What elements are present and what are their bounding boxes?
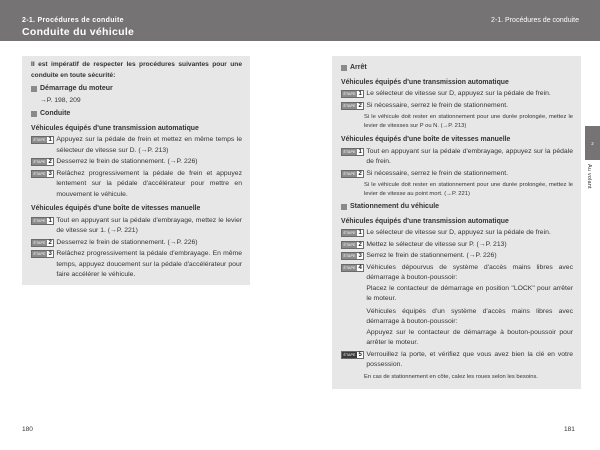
page-reference: →P. 198, 209 (40, 96, 81, 104)
step-item: ÉTAPE 2 Mettez le sélecteur de vitesse sur P. (→P. 213) (341, 240, 573, 251)
step-badge: ÉTAPE 2 (341, 241, 364, 249)
subheading-automatic: Véhicules équipés d'une transmission automatique (341, 78, 509, 86)
step-text: Véhicules dépourvus de système d'accès mains libres avec démarrage à bouton-poussoir: (366, 263, 573, 281)
step-badge: ÉTAPE 1 (31, 136, 54, 144)
step-subtext: Placez le contacteur de démarrage en position "LOCK" pour arrêter le moteur. (366, 284, 573, 302)
step-badge: ÉTAPE 1 (31, 217, 54, 225)
step-item: ÉTAPE 3 Relâchez progressivement la pédale de frein et appuyez lentement sur la pédale d'accélérateur pour mettre en mouvement le véhicule. (31, 169, 242, 201)
heading-parking: Stationnement du véhicule (341, 202, 573, 213)
left-content-panel (22, 56, 250, 285)
step-badge: ÉTAPE 1 (341, 148, 364, 156)
step-item: ÉTAPE 1 Le sélecteur de vitesse sur D, appuyez sur la pédale de frein. (341, 89, 573, 100)
page-number-right: 181 (564, 426, 575, 433)
step-badge: ÉTAPE 4 (341, 264, 364, 272)
step-item: ÉTAPE 1 Tout en appuyant sur la pédale d'embrayage, mettez le levier de vitesse sur 1. (→P. 221) (31, 216, 242, 237)
subheading-automatic: Véhicules équipés d'une transmission automatique (31, 124, 199, 132)
step-badge: ÉTAPE 2 (31, 158, 54, 166)
step-item: ÉTAPE 1 Le sélecteur de vitesse sur D, appuyez sur la pédale de frein. (341, 228, 573, 239)
step-item (341, 263, 573, 349)
subheading-manual: Véhicules équipés d'une boîte de vitesses manuelle (341, 136, 511, 143)
square-bullet-icon (341, 65, 347, 71)
step-item: ÉTAPE 5 Verrouillez la porte, et vérifiez que vous avez bien la clé en votre possession. (341, 350, 573, 371)
page-header (0, 0, 600, 41)
step-item: ÉTAPE 2 Desserrez le frein de stationnement. (→P. 226) (31, 238, 242, 249)
step-item: ÉTAPE 2 Si nécessaire, serrez le frein de stationnement. (341, 169, 573, 180)
subheading-manual: Véhicules équipés d'une boîte de vitesses manuelle (31, 205, 201, 212)
step-badge: ÉTAPE 3 (31, 250, 54, 258)
square-bullet-icon (31, 111, 37, 117)
section-title-right: 2-1. Procédures de conduite (491, 17, 579, 24)
square-bullet-icon (341, 204, 347, 210)
step-badge: ÉTAPE 5 (341, 351, 364, 359)
note-text: Si le véhicule doit rester en stationnement pour une durée prolongée, mettez le levier de vitesse au point mort. (→P. 221) (364, 182, 573, 197)
square-bullet-icon (31, 86, 37, 92)
step-subtext: Véhicules équipés d'un système d'accès mains libres avec démarrage à bouton-poussoir: (366, 307, 573, 325)
step-item: ÉTAPE 3 Relâchez progressivement la pédale d'embrayage. En même temps, appuyez doucement sur la pédale d'accélérateur pour faire accélérer le véhicule. (31, 249, 242, 281)
step-item: ÉTAPE 2 Desserrez le frein de stationnement. (→P. 226) (31, 157, 242, 168)
step-item: ÉTAPE 1 Tout en appuyant sur la pédale d'embrayage, appuyez sur la pédale de frein. (341, 147, 573, 168)
step-badge: ÉTAPE 3 (341, 252, 364, 260)
step-badge: ÉTAPE 1 (341, 90, 364, 98)
step-badge: ÉTAPE 2 (341, 170, 364, 178)
chapter-tab[interactable]: 2 (585, 126, 600, 160)
section-title-left: 2-1. Procédures de conduite (22, 17, 124, 24)
note-text: En cas de stationnement en côte, calez les roues selon les besoins. (364, 373, 539, 380)
chapter-tab-label: Au volant (586, 164, 592, 189)
right-content-panel (332, 56, 581, 389)
page-title: Conduite du véhicule (22, 26, 135, 38)
subheading-automatic: Véhicules équipés d'une transmission automatique (341, 217, 509, 225)
heading-driving: Conduite (31, 109, 242, 120)
step-badge: ÉTAPE 1 (341, 229, 364, 237)
step-subtext: Appuyez sur le contacteur de démarrage à bouton-poussoir pour arrêter le moteur. (366, 328, 573, 346)
step-badge: ÉTAPE 3 (31, 170, 54, 178)
step-badge: ÉTAPE 2 (341, 102, 364, 110)
step-item: ÉTAPE 2 Si nécessaire, serrez le frein de stationnement. (341, 101, 573, 112)
heading-engine-start: Démarrage du moteur (31, 84, 242, 95)
step-badge: ÉTAPE 2 (31, 239, 54, 247)
note-text: Si le véhicule doit rester en stationnement pour une durée prolongée, mettez le levier de vitesses sur P ou N. (→P. 213) (364, 114, 573, 129)
heading-stop: Arrêt (341, 63, 573, 74)
page-number-left: 180 (22, 426, 33, 433)
step-item: ÉTAPE 3 Serrez le frein de stationnement. (→P. 226) (341, 251, 573, 262)
intro-text: Il est impératif de respecter les procédures suivantes pour une conduite en toute sécurité: (31, 61, 242, 79)
step-item: ÉTAPE 1 Appuyez sur la pédale de frein et mettez en même temps le sélecteur de vitesse sur D. (→P. 213) (31, 135, 242, 156)
